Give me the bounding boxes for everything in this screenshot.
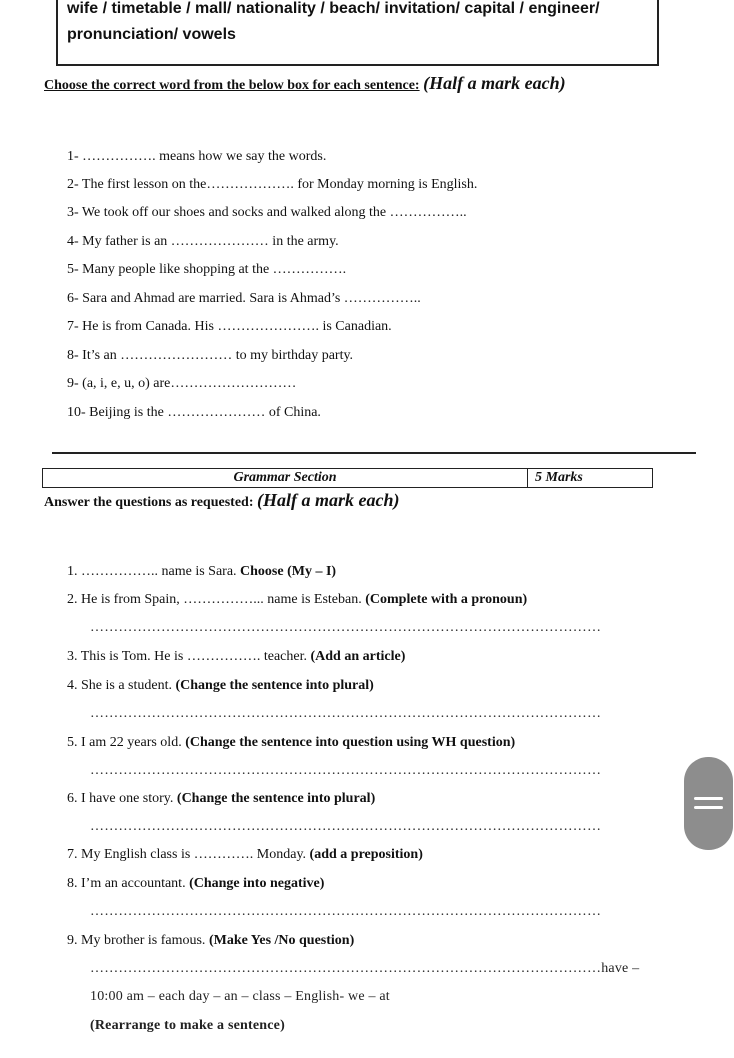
word-bank-line-1: wife / timetable / mall/ nationality / beach/ invitation/ capital / engineer/ (67, 0, 600, 17)
answer-line-6[interactable]: ……………………………………………………………………………………………… (90, 819, 602, 834)
grammar-instruction-text: Answer the questions as requested: (44, 495, 254, 510)
grammar-question-3 (67, 649, 405, 665)
question-task: (Change the sentence into plural) (176, 791, 376, 806)
grammar-question-7 (67, 847, 423, 863)
grammar-marks-note: (Half a mark each) (257, 490, 400, 510)
grammar-question-8 (67, 876, 324, 892)
grammar-question-5 (67, 735, 515, 751)
question-text: 8. I’m an accountant. (67, 876, 190, 891)
answer-line-2[interactable]: ……………………………………………………………………………………………… (90, 620, 602, 635)
question-task: (Add an article) (310, 649, 406, 664)
vocab-item-2: 2- The first lesson on the………………. for Monday morning is English. (67, 177, 478, 192)
answer-line-8[interactable]: ……………………………………………………………………………………………… (90, 904, 602, 919)
question-task: (Change into negative) (189, 876, 325, 891)
question-text: 9. My brother is famous. (67, 933, 209, 948)
question-text: 2. He is from Spain, ……………... name is Esteban. (67, 592, 366, 607)
question-text: 6. I have one story. (67, 791, 177, 806)
grammar-question-1 (67, 564, 336, 580)
scroll-handle[interactable] (684, 757, 733, 850)
rearrange-task: (Rearrange to make a sentence) (90, 1018, 285, 1033)
vocab-instruction (44, 73, 566, 94)
vocab-instruction-text: Choose the correct word from the below box for each sentence: (44, 78, 420, 93)
vocab-item-5: 5- Many people like shopping at the ……………. (67, 262, 347, 277)
grammar-question-2 (67, 592, 527, 608)
grammar-instruction (44, 490, 399, 511)
answer-line-4[interactable]: ……………………………………………………………………………………………… (90, 706, 602, 721)
vocab-marks-note: (Half a mark each) (423, 73, 566, 93)
word-bank-line-2: pronunciation/ vowels (67, 26, 236, 43)
grammar-section-marks: 5 Marks (535, 470, 583, 485)
vocab-item-10: 10- Beijing is the ………………… of China. (67, 405, 321, 420)
question-task: (add a preposition) (309, 847, 423, 862)
question-task: (Complete with a pronoun) (365, 592, 528, 607)
vocab-item-6: 6- Sara and Ahmad are married. Sara is Ahmad’s …………….. (67, 291, 421, 306)
question-text: 4. She is a student. (67, 678, 176, 693)
vocab-item-8: 8- It’s an …………………… to my birthday party. (67, 348, 354, 363)
question-task: (Change the sentence into plural) (175, 678, 374, 693)
grammar-section-header (42, 468, 653, 488)
grammar-question-9 (67, 933, 354, 949)
rearrange-words: 10:00 am – each day – an – class – English- we – at (90, 989, 390, 1004)
vocab-item-1: 1- ……………. means how we say the words. (67, 149, 327, 164)
grammar-question-4 (67, 678, 374, 694)
question-task: (Change the sentence into question using WH question) (185, 735, 516, 750)
question-text: 3. This is Tom. He is ……………. teacher. (67, 649, 311, 664)
question-text: 7. My English class is …………. Monday. (67, 847, 310, 862)
question-task: Choose (My – I) (240, 564, 337, 579)
section-divider (52, 452, 696, 454)
word-bank-box (56, 0, 659, 66)
question-task: (Make Yes /No question) (208, 933, 355, 948)
question-text: 1. …………….. name is Sara. (67, 564, 241, 579)
question-text: 5. I am 22 years old. (67, 735, 186, 750)
vocab-item-7: 7- He is from Canada. His …………………. is Canadian. (67, 319, 392, 334)
answer-line-9[interactable]: ………………………………………………………………………………………………have – (90, 961, 640, 976)
vocab-item-9: 9- (a, i, e, u, o) are……………………… (67, 376, 297, 391)
answer-line-5[interactable]: ……………………………………………………………………………………………… (90, 763, 602, 778)
grammar-section-title: Grammar Section (43, 469, 528, 487)
vocab-item-3: 3- We took off our shoes and socks and walked along the …………….. (67, 205, 467, 220)
vocab-item-4: 4- My father is an ………………… in the army. (67, 234, 339, 249)
grammar-question-6 (67, 791, 375, 807)
